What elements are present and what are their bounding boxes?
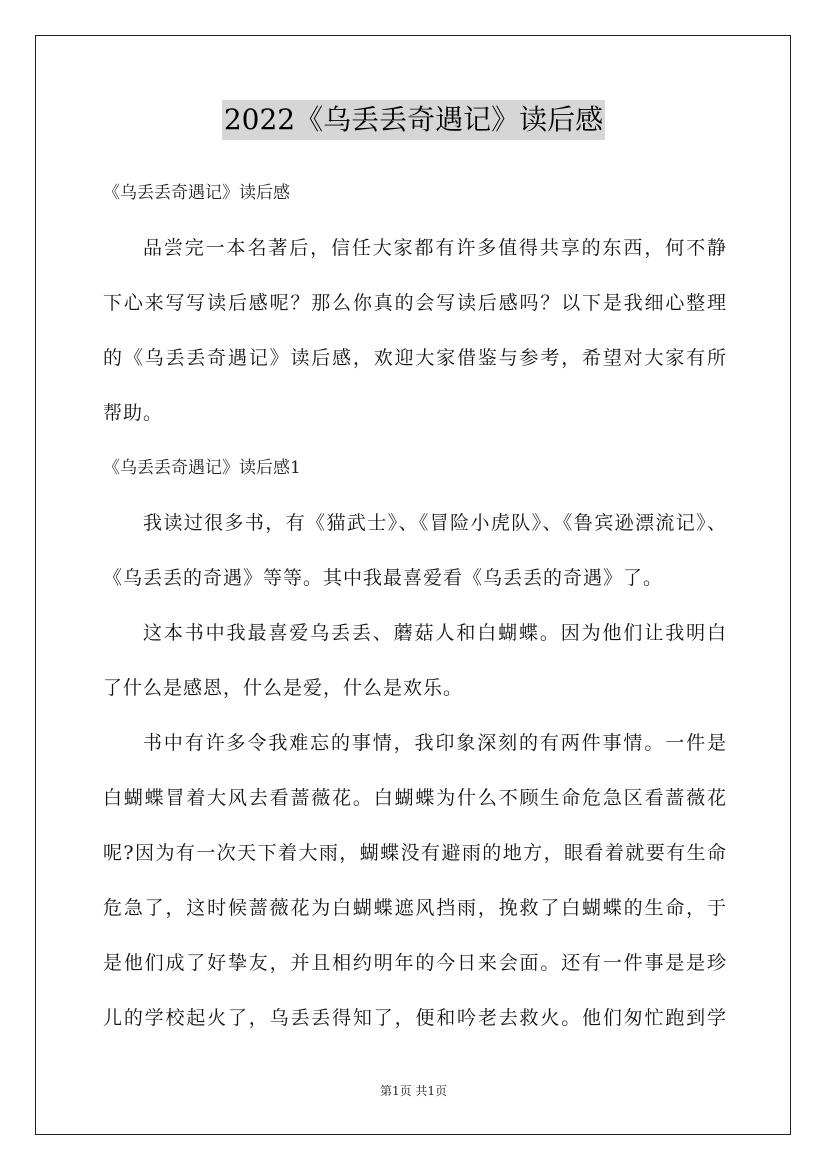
text-line: 品尝完一本名著后，信任大家都有许多值得共享的东西，何不静 — [143, 237, 727, 259]
text-line: 下心来写写读后感呢？那么你真的会写读后感吗？以下是我细心整理 — [103, 292, 727, 314]
paragraph-2 — [103, 606, 727, 716]
section-heading: 《乌丢丢奇遇记》读后感1 — [103, 458, 301, 478]
text-line: 的《乌丢丢奇遇记》读后感，欢迎大家借鉴与参考，希望对大家有所 — [103, 347, 727, 369]
document-body — [103, 166, 727, 1046]
text-line: 我读过很多书，有《猫武士》、《冒险小虎队》、《鲁宾逊漂流记》、 — [143, 512, 727, 534]
intro-paragraph — [103, 221, 727, 441]
text-line: 书中有许多令我难忘的事情，我印象深刻的有两件事情。一件是 — [143, 732, 727, 754]
text-line: 危急了，这时候蔷薇花为白蝴蝶遮风挡雨，挽救了白蝴蝶的生命，于 — [103, 897, 727, 919]
text-line: 呢?因为有一次天下着大雨，蝴蝶没有避雨的地方，眼看着就要有生命 — [103, 842, 727, 864]
title-container — [0, 100, 827, 140]
paragraph-3 — [103, 716, 727, 1046]
page-footer — [0, 1082, 827, 1099]
paragraph-1 — [103, 496, 727, 606]
page-number: 第1页 共1页 — [379, 1084, 448, 1098]
text-line: 是他们成了好挚友，并且相约明年的今日来会面。还有一件事是是珍 — [103, 952, 727, 974]
text-line: 白蝴蝶冒着大风去看蔷薇花。白蝴蝶为什么不顾生命危急区看蔷薇花 — [103, 787, 727, 809]
text-line: 儿的学校起火了，乌丢丢得知了，便和吟老去救火。他们匆忙跑到学 — [103, 1007, 727, 1029]
text-line: 帮助。 — [103, 402, 164, 424]
text-line: 这本书中我最喜爱乌丢丢、蘑菇人和白蝴蝶。因为他们让我明白 — [143, 622, 727, 644]
text-line: 了什么是感恩，什么是爱，什么是欢乐。 — [103, 677, 464, 699]
document-title: 2022《乌丢丢奇遇记》读后感 — [222, 100, 605, 140]
subtitle-heading: 《乌丢丢奇遇记》读后感 — [103, 183, 290, 203]
text-line: 《乌丢丢的奇遇》等等。其中我最喜爱看《乌丢丢的奇遇》了。 — [103, 567, 664, 589]
